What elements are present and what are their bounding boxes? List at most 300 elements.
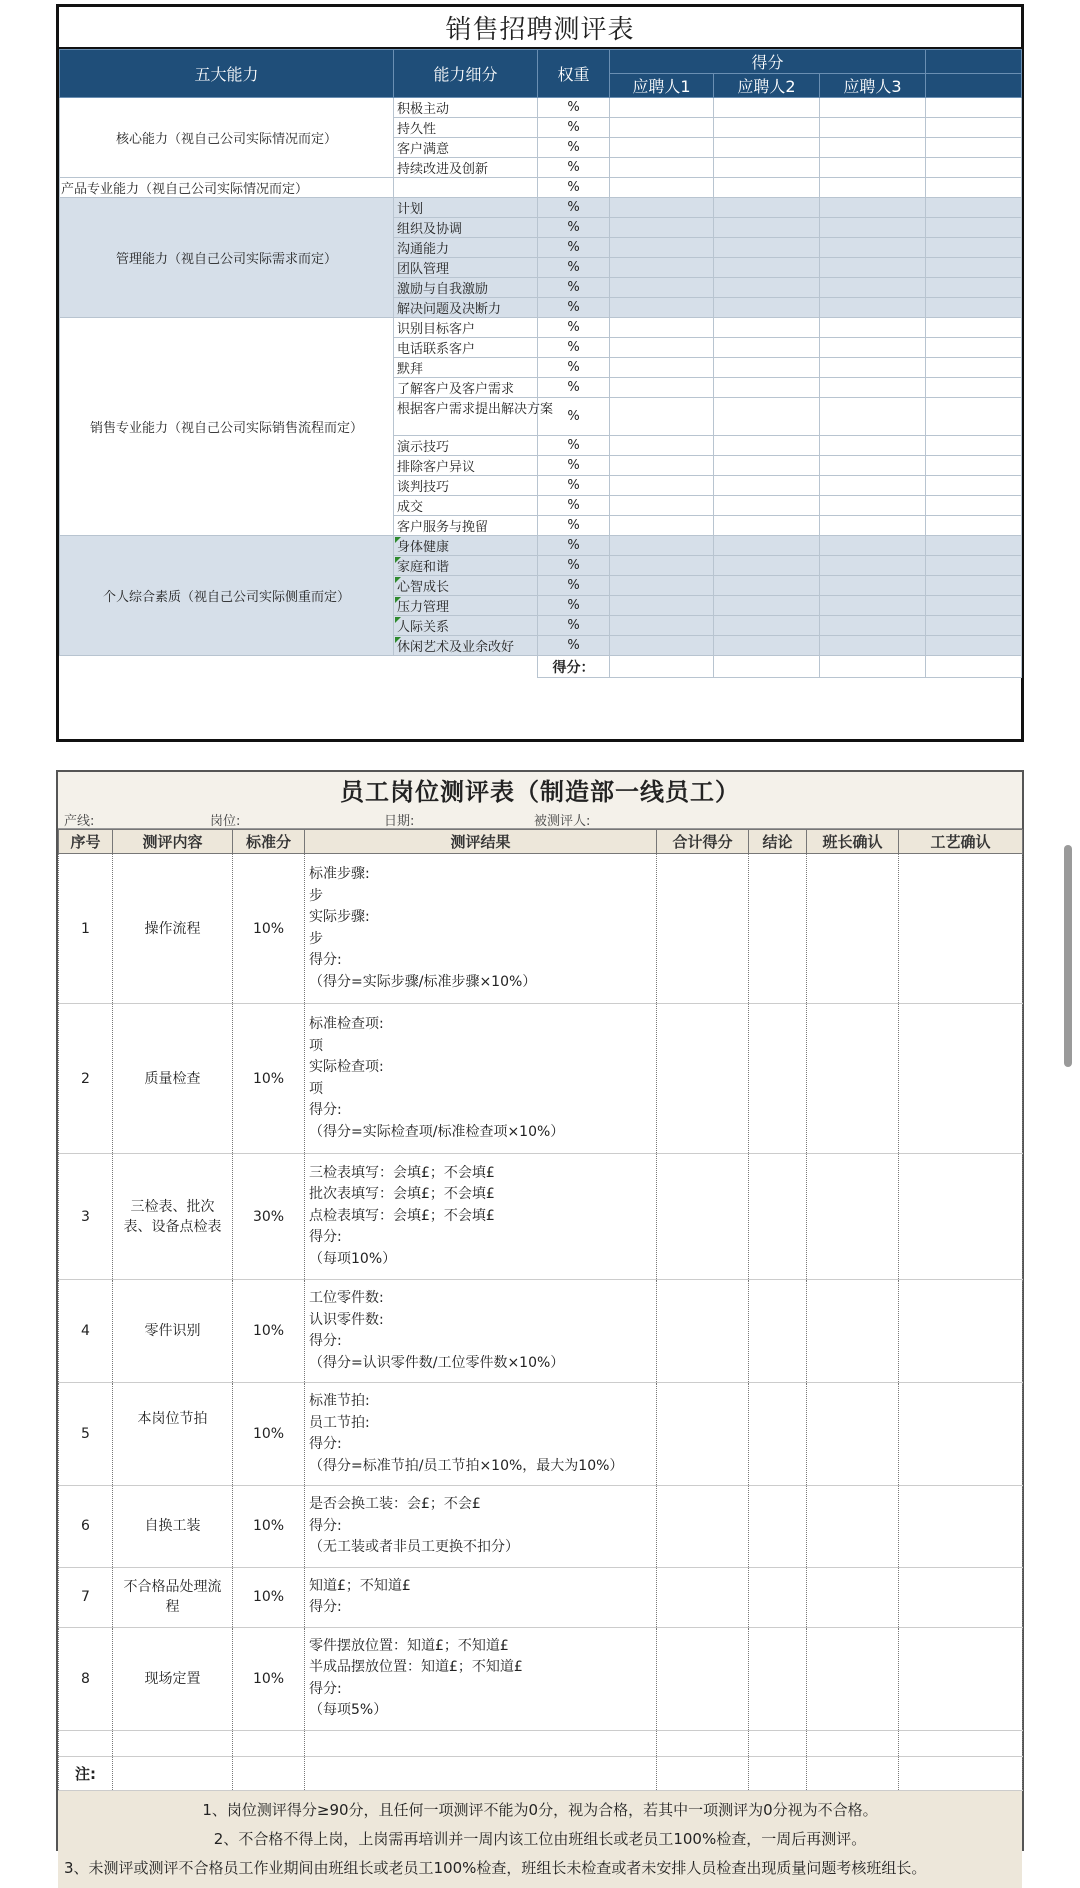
score-cell[interactable] bbox=[820, 178, 926, 198]
total-score-cell[interactable] bbox=[657, 1567, 749, 1627]
score-cell[interactable] bbox=[926, 378, 1022, 398]
meta-row bbox=[58, 806, 1022, 829]
score-cell[interactable] bbox=[820, 398, 926, 436]
result-line: （得分=实际步骤/标准步骤×10%） bbox=[309, 973, 537, 990]
score-cell[interactable] bbox=[714, 516, 820, 536]
score-cell[interactable] bbox=[820, 596, 926, 616]
score-cell[interactable] bbox=[714, 138, 820, 158]
score-cell[interactable] bbox=[610, 178, 714, 198]
score-cell[interactable] bbox=[820, 576, 926, 596]
sales-total-row bbox=[60, 656, 1022, 678]
score-cell[interactable] bbox=[610, 536, 714, 556]
result-line: 步 bbox=[309, 930, 323, 947]
score-cell[interactable] bbox=[714, 576, 820, 596]
blank-cell[interactable] bbox=[749, 1730, 807, 1756]
score-cell[interactable] bbox=[926, 238, 1022, 258]
weight-cell[interactable]: % bbox=[538, 576, 610, 596]
sales-row bbox=[60, 318, 1022, 338]
score-cell[interactable] bbox=[926, 318, 1022, 338]
eval-content: 本岗位节拍 bbox=[113, 1383, 233, 1486]
weight-cell[interactable]: % bbox=[538, 158, 610, 178]
score-cell[interactable] bbox=[926, 596, 1022, 616]
score-cell[interactable] bbox=[820, 516, 926, 536]
score-cell[interactable] bbox=[714, 476, 820, 496]
weight-cell[interactable]: % bbox=[538, 476, 610, 496]
staff-row bbox=[59, 1004, 1023, 1154]
result-line: （得分=实际检查项/标准检查项×10%） bbox=[309, 1123, 565, 1140]
ability-detail: 团队管理 bbox=[394, 258, 538, 278]
header-leader: 班长确认 bbox=[807, 830, 899, 854]
score-cell[interactable] bbox=[610, 258, 714, 278]
header-total: 合计得分 bbox=[657, 830, 749, 854]
ability-detail: 电话联系客户 bbox=[394, 338, 538, 358]
score-cell[interactable] bbox=[820, 278, 926, 298]
total-score-cell[interactable] bbox=[820, 656, 926, 678]
sales-row bbox=[60, 178, 1022, 198]
scrollbar[interactable] bbox=[1064, 845, 1072, 1067]
ability-detail: 计划 bbox=[394, 198, 538, 218]
weight-cell[interactable]: % bbox=[538, 616, 610, 636]
score-cell[interactable] bbox=[610, 198, 714, 218]
score-cell[interactable] bbox=[926, 258, 1022, 278]
weight-cell[interactable]: % bbox=[538, 516, 610, 536]
sales-table-title: 销售招聘测评表 bbox=[59, 7, 1021, 49]
note-line: 2、不合格不得上岗，上岗需再培训并一周内该工位由班组长或老员工100%检查，一周后再测评。 bbox=[213, 1829, 867, 1848]
ability-detail: 身体健康 bbox=[394, 536, 538, 556]
score-cell[interactable] bbox=[820, 258, 926, 278]
ability-detail: 客户满意 bbox=[394, 138, 538, 158]
blank-cell[interactable] bbox=[305, 1730, 657, 1756]
leader-confirm-cell[interactable] bbox=[807, 1486, 899, 1568]
score-cell[interactable] bbox=[926, 118, 1022, 138]
result-line: 知道£；不知道£ bbox=[309, 1577, 411, 1594]
header-applicant-2: 应聘人2 bbox=[714, 74, 820, 98]
conclusion-cell[interactable] bbox=[749, 854, 807, 1004]
blank-cell[interactable] bbox=[807, 1730, 899, 1756]
ability-detail: 持久性 bbox=[394, 118, 538, 138]
eval-content: 现场定置 bbox=[113, 1627, 233, 1730]
blank-cell[interactable] bbox=[233, 1730, 305, 1756]
total-score-cell[interactable] bbox=[714, 656, 820, 678]
score-cell[interactable] bbox=[714, 338, 820, 358]
score-cell[interactable] bbox=[610, 98, 714, 118]
weight-cell[interactable]: % bbox=[538, 318, 610, 338]
score-cell[interactable] bbox=[610, 138, 714, 158]
result-line: 半成品摆放位置：知道£；不知道£ bbox=[309, 1659, 523, 1675]
process-confirm-cell[interactable] bbox=[899, 1486, 1023, 1568]
result-line: 点检表填写：会填£；不会填£ bbox=[309, 1207, 495, 1224]
eval-result bbox=[305, 1567, 657, 1627]
blank-cell[interactable] bbox=[657, 1730, 749, 1756]
weight-cell[interactable]: % bbox=[538, 536, 610, 556]
score-cell[interactable] bbox=[610, 556, 714, 576]
score-cell[interactable] bbox=[926, 158, 1022, 178]
result-line: 是否会换工装：会£；不会£ bbox=[309, 1496, 481, 1512]
score-cell[interactable] bbox=[820, 436, 926, 456]
score-cell[interactable] bbox=[714, 636, 820, 656]
row-number: 6 bbox=[59, 1486, 113, 1568]
score-cell[interactable] bbox=[714, 556, 820, 576]
ability-group: 管理能力（视自己公司实际需求而定） bbox=[60, 198, 394, 318]
staff-evaluation-table bbox=[56, 770, 1024, 1877]
score-cell[interactable] bbox=[820, 636, 926, 656]
leader-confirm-cell[interactable] bbox=[807, 1567, 899, 1627]
blank-cell[interactable] bbox=[113, 1756, 233, 1790]
score-cell[interactable] bbox=[926, 496, 1022, 516]
score-cell[interactable] bbox=[820, 456, 926, 476]
score-cell[interactable] bbox=[926, 178, 1022, 198]
result-line: 步 bbox=[309, 887, 323, 904]
result-line: 三检表填写：会填£；不会填£ bbox=[309, 1164, 495, 1181]
row-number: 4 bbox=[59, 1280, 113, 1383]
score-cell[interactable] bbox=[714, 98, 820, 118]
leader-confirm-cell[interactable] bbox=[807, 854, 899, 1004]
conclusion-cell[interactable] bbox=[749, 1627, 807, 1730]
weight-cell[interactable]: % bbox=[538, 118, 610, 138]
total-score-cell[interactable] bbox=[657, 1486, 749, 1568]
score-cell[interactable] bbox=[714, 616, 820, 636]
result-line: 得分: bbox=[309, 1599, 342, 1615]
score-cell[interactable] bbox=[820, 158, 926, 178]
total-score-cell[interactable] bbox=[926, 656, 1022, 678]
weight-cell[interactable]: % bbox=[538, 238, 610, 258]
total-score-cell[interactable] bbox=[610, 656, 714, 678]
score-cell[interactable] bbox=[610, 298, 714, 318]
ability-detail: 演示技巧 bbox=[394, 436, 538, 456]
score-cell[interactable] bbox=[714, 218, 820, 238]
score-cell[interactable] bbox=[610, 118, 714, 138]
score-cell[interactable] bbox=[926, 516, 1022, 536]
ability-detail: 沟通能力 bbox=[394, 238, 538, 258]
ability-detail: 休闲艺术及业余改好 bbox=[394, 636, 538, 656]
note-line: 1、岗位测评得分≥90分，且任何一项测评不能为0分，视为合格，若其中一项测评为0分视为不合格。 bbox=[202, 1800, 878, 1819]
staff-row bbox=[59, 1154, 1023, 1280]
process-confirm-cell[interactable] bbox=[899, 1004, 1023, 1154]
weight-cell[interactable]: % bbox=[538, 178, 610, 198]
score-cell[interactable] bbox=[714, 378, 820, 398]
score-cell[interactable] bbox=[610, 218, 714, 238]
result-line: 项 bbox=[309, 1080, 323, 1097]
eval-content: 质量检查 bbox=[113, 1004, 233, 1154]
standard-score: 10% bbox=[233, 1280, 305, 1383]
ability-detail: 组织及协调 bbox=[394, 218, 538, 238]
score-cell[interactable] bbox=[820, 476, 926, 496]
process-confirm-cell[interactable] bbox=[899, 1154, 1023, 1280]
score-cell[interactable] bbox=[610, 456, 714, 476]
meta-line: 产线: bbox=[64, 814, 95, 829]
standard-score: 10% bbox=[233, 1567, 305, 1627]
score-cell[interactable] bbox=[926, 576, 1022, 596]
standard-score: 10% bbox=[233, 854, 305, 1004]
score-cell[interactable] bbox=[820, 298, 926, 318]
weight-cell[interactable]: % bbox=[538, 298, 610, 318]
score-cell[interactable] bbox=[610, 496, 714, 516]
leader-confirm-cell[interactable] bbox=[807, 1383, 899, 1486]
result-line: 工位零件数: bbox=[309, 1290, 384, 1306]
weight-cell[interactable]: % bbox=[538, 218, 610, 238]
staff-table-title: 员工岗位测评表（制造部一线员工） bbox=[58, 772, 1022, 806]
ability-detail: 解决问题及决断力 bbox=[394, 298, 538, 318]
result-line: （无工装或者非员工更换不扣分） bbox=[309, 1539, 519, 1555]
score-cell[interactable] bbox=[926, 298, 1022, 318]
score-cell[interactable] bbox=[926, 338, 1022, 358]
row-number: 3 bbox=[59, 1154, 113, 1280]
weight-cell[interactable]: % bbox=[538, 278, 610, 298]
ability-group: 产品专业能力（视自己公司实际情况而定） bbox=[60, 178, 394, 198]
score-cell[interactable] bbox=[714, 318, 820, 338]
score-cell[interactable] bbox=[820, 496, 926, 516]
conclusion-cell[interactable] bbox=[749, 1486, 807, 1568]
score-cell[interactable] bbox=[610, 238, 714, 258]
staff-row bbox=[59, 1280, 1023, 1383]
process-confirm-cell[interactable] bbox=[899, 1280, 1023, 1383]
leader-confirm-cell[interactable] bbox=[807, 1154, 899, 1280]
weight-cell[interactable]: % bbox=[538, 596, 610, 616]
header-score: 得分 bbox=[610, 50, 926, 74]
result-line: 实际步骤: bbox=[309, 909, 370, 925]
process-confirm-cell[interactable] bbox=[899, 1383, 1023, 1486]
header-blank bbox=[926, 50, 1022, 74]
score-cell[interactable] bbox=[714, 456, 820, 476]
blank-cell[interactable] bbox=[899, 1730, 1023, 1756]
result-line: 得分: bbox=[309, 1517, 342, 1534]
blank-cell[interactable] bbox=[899, 1756, 1023, 1790]
score-cell[interactable] bbox=[926, 278, 1022, 298]
score-cell[interactable] bbox=[714, 178, 820, 198]
score-cell[interactable] bbox=[610, 158, 714, 178]
conclusion-cell[interactable] bbox=[749, 1383, 807, 1486]
result-line: （得分=认识零件数/工位零件数×10%） bbox=[309, 1354, 565, 1371]
score-cell[interactable] bbox=[610, 318, 714, 338]
standard-score: 10% bbox=[233, 1004, 305, 1154]
weight-cell[interactable]: % bbox=[538, 436, 610, 456]
score-cell[interactable] bbox=[610, 516, 714, 536]
score-cell[interactable] bbox=[820, 358, 926, 378]
score-cell[interactable] bbox=[714, 298, 820, 318]
weight-cell[interactable]: % bbox=[538, 496, 610, 516]
row-number: 2 bbox=[59, 1004, 113, 1154]
total-score-cell[interactable] bbox=[657, 1154, 749, 1280]
header-result: 测评结果 bbox=[305, 830, 657, 854]
weight-cell[interactable]: % bbox=[538, 378, 610, 398]
score-cell[interactable] bbox=[926, 436, 1022, 456]
score-cell[interactable] bbox=[714, 278, 820, 298]
score-cell[interactable] bbox=[820, 536, 926, 556]
staff-row bbox=[59, 1383, 1023, 1486]
row-number: 8 bbox=[59, 1627, 113, 1730]
score-cell[interactable] bbox=[926, 138, 1022, 158]
score-cell[interactable] bbox=[926, 358, 1022, 378]
score-cell[interactable] bbox=[820, 118, 926, 138]
note-line: 3、未测评或测评不合格员工作业期间由班组长或老员工100%检查，班组长未检查或者未安排人员检查出现质量问题考核班组长。 bbox=[64, 1858, 927, 1877]
leader-confirm-cell[interactable] bbox=[807, 1004, 899, 1154]
eval-result bbox=[305, 1486, 657, 1568]
ability-detail: 识别目标客户 bbox=[394, 318, 538, 338]
score-cell[interactable] bbox=[926, 556, 1022, 576]
result-line: 得分: bbox=[309, 1436, 342, 1452]
leader-confirm-cell[interactable] bbox=[807, 1280, 899, 1383]
score-cell[interactable] bbox=[714, 596, 820, 616]
eval-content: 操作流程 bbox=[113, 854, 233, 1004]
blank-cell[interactable] bbox=[305, 1756, 657, 1790]
score-cell[interactable] bbox=[926, 536, 1022, 556]
header-blank bbox=[926, 74, 1022, 98]
score-cell[interactable] bbox=[926, 218, 1022, 238]
header-applicant-1: 应聘人1 bbox=[610, 74, 714, 98]
leader-confirm-cell[interactable] bbox=[807, 1627, 899, 1730]
conclusion-cell[interactable] bbox=[749, 1154, 807, 1280]
score-cell[interactable] bbox=[926, 456, 1022, 476]
score-cell[interactable] bbox=[714, 118, 820, 138]
result-line: 零件摆放位置：知道£；不知道£ bbox=[309, 1637, 509, 1654]
staff-row bbox=[59, 1627, 1023, 1730]
sales-row bbox=[60, 536, 1022, 556]
blank-cell[interactable] bbox=[113, 1730, 233, 1756]
weight-cell[interactable]: % bbox=[538, 398, 610, 436]
score-cell[interactable] bbox=[926, 98, 1022, 118]
eval-result bbox=[305, 1627, 657, 1730]
eval-result bbox=[305, 1280, 657, 1383]
eval-result bbox=[305, 854, 657, 1004]
meta-post: 岗位: bbox=[210, 814, 241, 829]
header-content: 测评内容 bbox=[113, 830, 233, 854]
score-cell[interactable] bbox=[820, 238, 926, 258]
score-cell[interactable] bbox=[820, 138, 926, 158]
score-cell[interactable] bbox=[714, 238, 820, 258]
score-cell[interactable] bbox=[926, 636, 1022, 656]
score-cell[interactable] bbox=[820, 198, 926, 218]
ability-detail bbox=[394, 178, 538, 198]
result-line: 得分: bbox=[309, 1102, 342, 1118]
eval-content: 零件识别 bbox=[113, 1280, 233, 1383]
result-line: 员工节拍: bbox=[309, 1414, 370, 1431]
score-cell[interactable] bbox=[610, 636, 714, 656]
blank-cell[interactable] bbox=[807, 1756, 899, 1790]
blank-cell[interactable] bbox=[59, 1730, 113, 1756]
header-process: 工艺确认 bbox=[899, 830, 1023, 854]
header-ability: 五大能力 bbox=[60, 50, 394, 98]
score-cell[interactable] bbox=[820, 218, 926, 238]
result-line: 批次表填写：会填£；不会填£ bbox=[309, 1186, 495, 1203]
row-number: 5 bbox=[59, 1383, 113, 1486]
weight-cell[interactable]: % bbox=[538, 98, 610, 118]
score-cell[interactable] bbox=[926, 198, 1022, 218]
score-cell[interactable] bbox=[820, 378, 926, 398]
result-line: 得分: bbox=[309, 1333, 342, 1349]
score-cell[interactable] bbox=[820, 318, 926, 338]
staff-row bbox=[59, 1486, 1023, 1568]
ability-detail: 持续改进及创新 bbox=[394, 158, 538, 178]
score-cell[interactable] bbox=[610, 596, 714, 616]
ability-detail: 心智成长 bbox=[394, 576, 538, 596]
score-cell[interactable] bbox=[610, 378, 714, 398]
blank-row bbox=[59, 1730, 1023, 1756]
result-line: 实际检查项: bbox=[309, 1059, 384, 1075]
weight-cell[interactable]: % bbox=[538, 556, 610, 576]
result-line: 标准步骤: bbox=[309, 866, 370, 882]
score-cell[interactable] bbox=[714, 436, 820, 456]
process-confirm-cell[interactable] bbox=[899, 1627, 1023, 1730]
total-score-cell[interactable] bbox=[657, 1280, 749, 1383]
notes-block bbox=[58, 1791, 1022, 1888]
ability-detail: 人际关系 bbox=[394, 616, 538, 636]
total-score-cell[interactable] bbox=[657, 1004, 749, 1154]
score-cell[interactable] bbox=[926, 398, 1022, 436]
weight-cell[interactable]: % bbox=[538, 636, 610, 656]
score-cell[interactable] bbox=[714, 358, 820, 378]
conclusion-cell[interactable] bbox=[749, 1280, 807, 1383]
score-cell[interactable] bbox=[820, 616, 926, 636]
score-cell[interactable] bbox=[610, 616, 714, 636]
weight-cell[interactable]: % bbox=[538, 338, 610, 358]
weight-cell[interactable]: % bbox=[538, 258, 610, 278]
staff-row bbox=[59, 854, 1023, 1004]
weight-cell[interactable]: % bbox=[538, 456, 610, 476]
score-cell[interactable] bbox=[820, 556, 926, 576]
blank-cell[interactable] bbox=[657, 1756, 749, 1790]
weight-cell[interactable]: % bbox=[538, 198, 610, 218]
standard-score: 30% bbox=[233, 1154, 305, 1280]
eval-result bbox=[305, 1383, 657, 1486]
score-cell[interactable] bbox=[714, 258, 820, 278]
ability-detail: 谈判技巧 bbox=[394, 476, 538, 496]
note-label-row bbox=[59, 1756, 1023, 1790]
ability-detail: 家庭和谐 bbox=[394, 556, 538, 576]
ability-group: 销售专业能力（视自己公司实际销售流程而定） bbox=[60, 318, 394, 536]
weight-cell[interactable]: % bbox=[538, 138, 610, 158]
score-cell[interactable] bbox=[610, 358, 714, 378]
score-cell[interactable] bbox=[610, 278, 714, 298]
score-cell[interactable] bbox=[714, 158, 820, 178]
score-cell[interactable] bbox=[610, 476, 714, 496]
eval-content: 三检表、批次表、设备点检表 bbox=[113, 1154, 233, 1280]
staff-grid bbox=[58, 829, 1023, 1791]
total-score-cell[interactable] bbox=[657, 1627, 749, 1730]
score-cell[interactable] bbox=[610, 338, 714, 358]
conclusion-cell[interactable] bbox=[749, 1567, 807, 1627]
process-confirm-cell[interactable] bbox=[899, 854, 1023, 1004]
conclusion-cell[interactable] bbox=[749, 1004, 807, 1154]
result-line: 项 bbox=[309, 1037, 323, 1054]
result-line: 标准检查项: bbox=[309, 1016, 384, 1032]
header-no: 序号 bbox=[59, 830, 113, 854]
sales-row bbox=[60, 98, 1022, 118]
total-score-cell[interactable] bbox=[657, 1383, 749, 1486]
row-number: 1 bbox=[59, 854, 113, 1004]
score-cell[interactable] bbox=[714, 198, 820, 218]
result-line: 得分: bbox=[309, 952, 342, 968]
score-cell[interactable] bbox=[820, 338, 926, 358]
blank-cell[interactable] bbox=[749, 1756, 807, 1790]
score-cell[interactable] bbox=[820, 98, 926, 118]
standard-score: 10% bbox=[233, 1486, 305, 1568]
score-cell[interactable] bbox=[926, 476, 1022, 496]
header-standard: 标准分 bbox=[233, 830, 305, 854]
score-cell[interactable] bbox=[610, 576, 714, 596]
weight-cell[interactable]: % bbox=[538, 358, 610, 378]
score-cell[interactable] bbox=[610, 398, 714, 436]
note-label: 注: bbox=[59, 1756, 113, 1790]
blank-cell[interactable] bbox=[233, 1756, 305, 1790]
process-confirm-cell[interactable] bbox=[899, 1567, 1023, 1627]
score-cell[interactable] bbox=[714, 398, 820, 436]
total-score-cell[interactable] bbox=[657, 854, 749, 1004]
score-cell[interactable] bbox=[926, 616, 1022, 636]
score-cell[interactable] bbox=[714, 496, 820, 516]
score-cell[interactable] bbox=[714, 536, 820, 556]
ability-detail: 了解客户及客户需求 bbox=[394, 378, 538, 398]
score-cell[interactable] bbox=[610, 436, 714, 456]
